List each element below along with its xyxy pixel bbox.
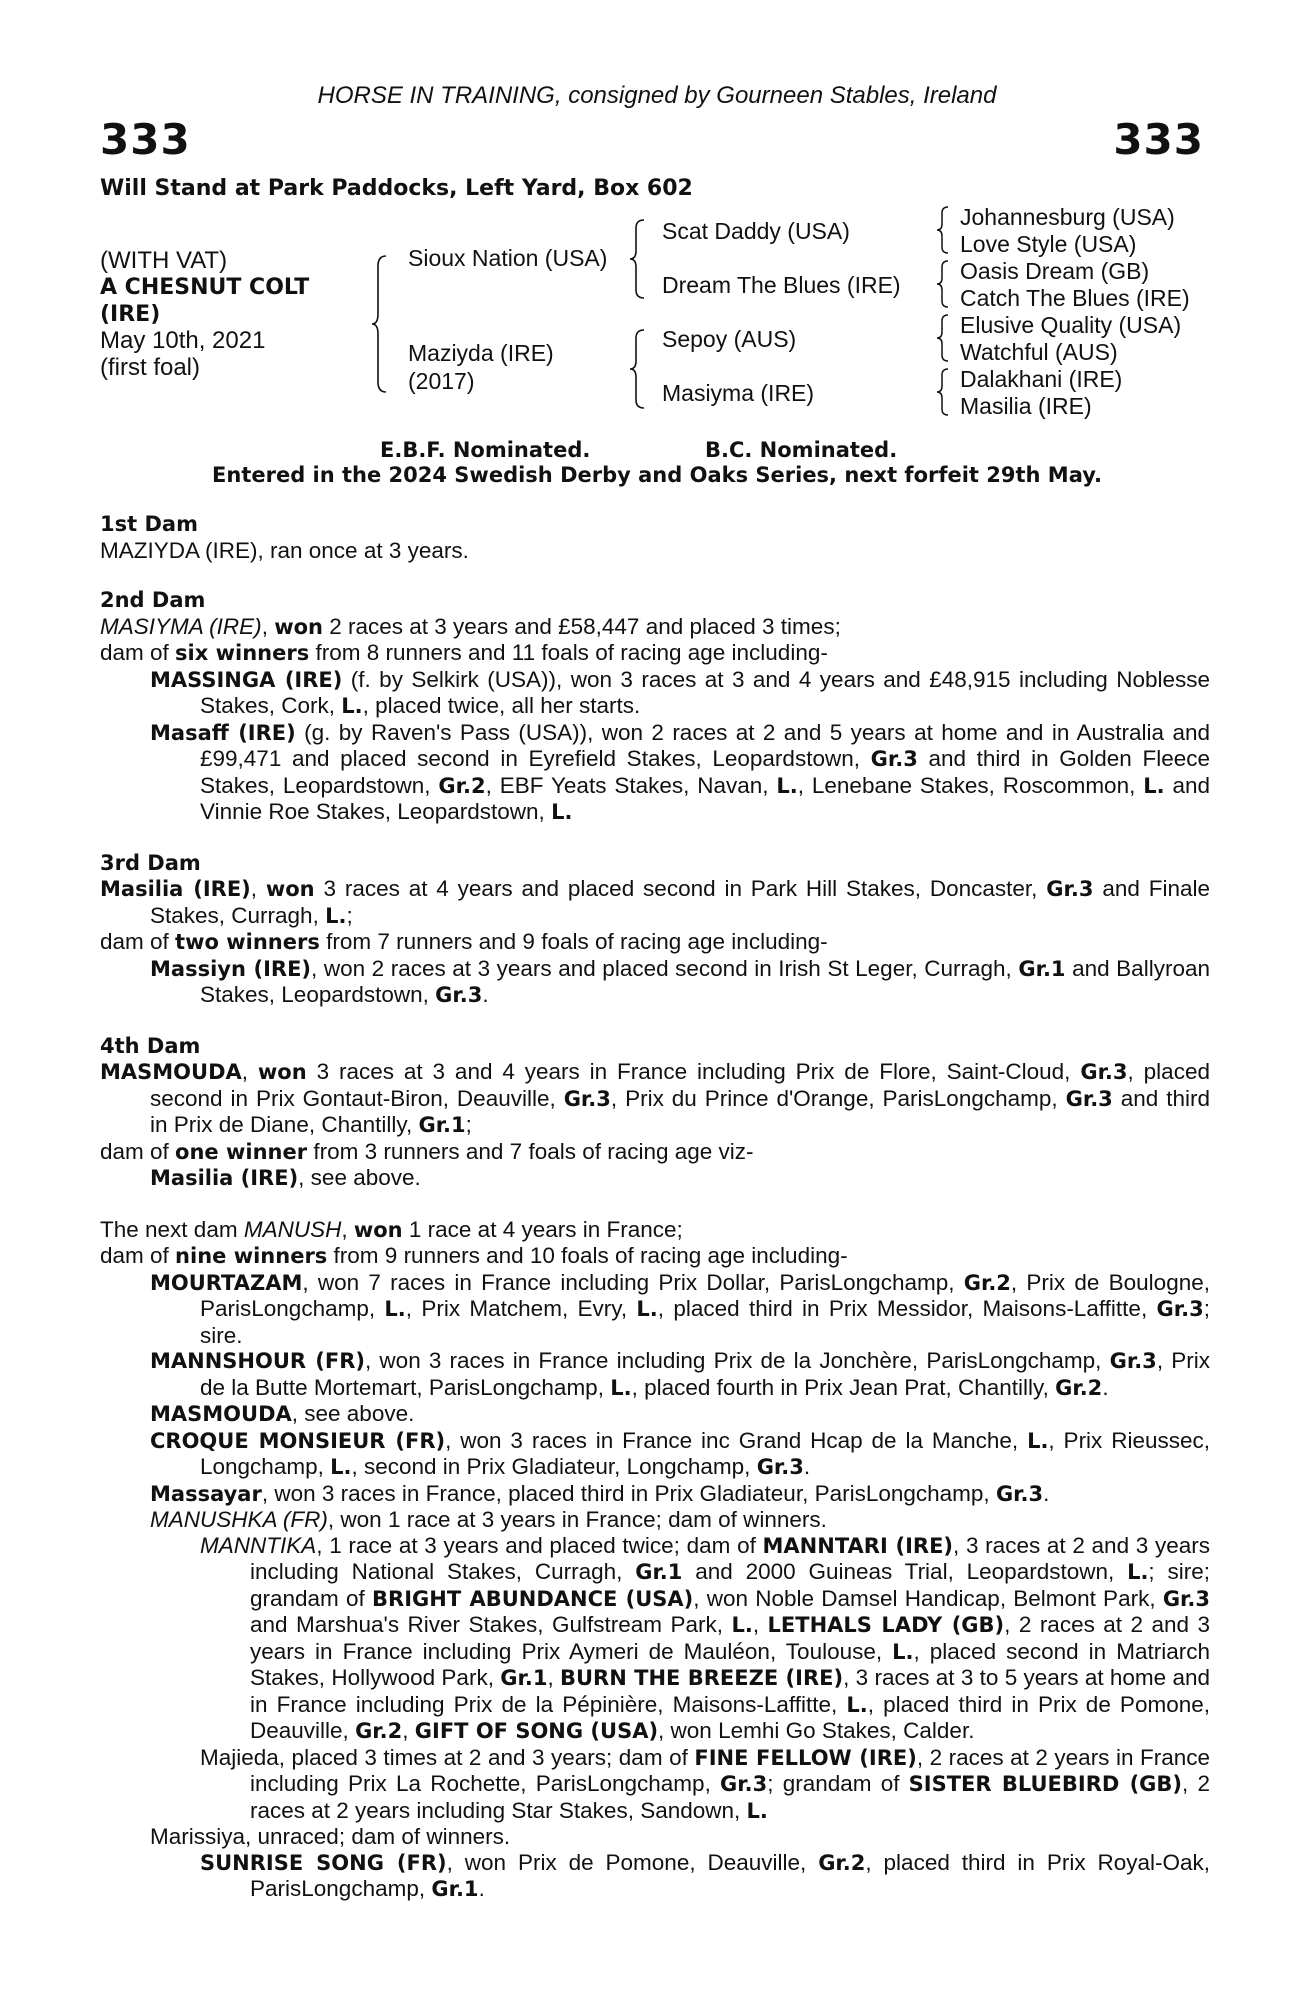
lot-number-right: 333 — [1113, 115, 1204, 164]
pedigree-brace-main — [370, 254, 390, 394]
first-dam-section — [100, 512, 1210, 563]
horse-foal-note: (first foal) — [100, 354, 201, 381]
fourth-dam-produce: dam of one winner from 3 runners and 7 foals of racing age viz- — [100, 1138, 754, 1164]
list-item: Massayar, won 3 races in France, placed third in Prix Gladiateur, ParisLongchamp, Gr.3. — [150, 1480, 1050, 1506]
list-item: Marissiya, unraced; dam of winners. — [150, 1824, 511, 1849]
third-dam-heading: 3rd Dam — [100, 850, 201, 875]
pedigree-g4: Catch The Blues (IRE) — [960, 285, 1190, 311]
bc-nominated: B.C. Nominated. — [705, 438, 898, 462]
pedigree-dam: Maziyda (IRE) — [408, 340, 554, 366]
entered-note: Entered in the 2024 Swedish Derby and Oaks Series, next forfeit 29th May. — [212, 463, 1102, 487]
list-item: CROQUE MONSIEUR (FR), won 3 races in France inc Grand Hcap de la Manche, L., Prix Rieussec, Longchamp, L., second in Prix Gladiateur, Longchamp, Gr.3. — [150, 1427, 1210, 1479]
list-item: Masaff (IRE) (g. by Raven's Pass (USA)), won 2 races at 2 and 5 years at home and in Australia and £99,471 and placed second in Eyrefield Stakes, Leopardstown, Gr.3 and third in Golden Fleece Stakes, Leopardstown, Gr.2, EBF Yeats Stakes, Navan, L., Lenebane Stakes, Roscommon, L. and Vinnie Roe Stakes, Leopardstown, L. — [150, 719, 1210, 824]
list-item: MANNSHOUR (FR), won 3 races in France including Prix de la Jonchère, ParisLongchamp, Gr.3, Prix de la Butte Mortemart, ParisLongchamp, L., placed fourth in Prix Jean Prat, Chantilly, Gr.2. — [150, 1348, 1210, 1400]
pedigree-g6: Watchful (AUS) — [960, 339, 1118, 365]
pedigree-brace-sire — [628, 218, 648, 300]
pedigree-dam-sire: Sepoy (AUS) — [662, 326, 797, 352]
pedigree-dam-dam: Masiyma (IRE) — [662, 380, 815, 406]
list-item: Masilia (IRE), see above. — [150, 1165, 421, 1190]
fourth-dam-heading: 4th Dam — [100, 1033, 201, 1058]
fourth-dam-text: MASMOUDA, won 3 races at 3 and 4 years in France including Prix de Flore, Saint-Cloud, Gr.3, placed second in Prix Gontaut-Biron, Deauville, Gr.3, Prix du Prince d'Orange, ParisLongchamp, Gr.3 and third in Prix de Diane, Chantilly, Gr.1; — [100, 1059, 1211, 1137]
pedigree-sire-dam: Dream The Blues (IRE) — [662, 272, 901, 298]
pedigree-g5: Elusive Quality (USA) — [960, 312, 1182, 338]
pedigree-g1: Johannesburg (USA) — [960, 204, 1175, 230]
horse-origin: (IRE) — [100, 302, 161, 327]
list-item: SUNRISE SONG (FR), won Prix de Pomone, Deauville, Gr.2, placed third in Prix Royal-Oak, ParisLongchamp, Gr.1. — [200, 1849, 1211, 1901]
first-dam-text: MAZIYDA (IRE), ran once at 3 years. — [100, 537, 469, 563]
ebf-nominated: E.B.F. Nominated. — [380, 438, 591, 462]
pedigree-brace-g56 — [936, 314, 950, 362]
vat-note: (WITH VAT) — [100, 247, 228, 274]
pedigree-sire: Sioux Nation (USA) — [408, 245, 608, 271]
pedigree-dam-year: (2017) — [408, 368, 475, 394]
list-item: Majieda, placed 3 times at 2 and 3 years; dam of FINE FELLOW (IRE), 2 races at 2 years in France including Prix La Rochette, ParisLongchamp, Gr.3; grandam of SISTER BLUEBIRD (GB), 2 races at 2 years including Star Stakes, Sandown, L. — [200, 1744, 1210, 1823]
pedigree-brace-g12 — [936, 206, 950, 254]
list-item: MOURTAZAM, won 7 races in France including Prix Dollar, ParisLongchamp, Gr.2, Prix de Boulogne, ParisLongchamp, L., Prix Matchem, Evry, L., placed third in Prix Messidor, Maisons-Laffitte, Gr.3; sire. — [150, 1269, 1210, 1348]
pedigree-g3: Oasis Dream (GB) — [960, 258, 1150, 284]
list-item: MASMOUDA, see above. — [150, 1401, 415, 1426]
list-item: MANNTIKA, 1 race at 3 years and placed twice; dam of MANNTARI (IRE), 3 races at 2 and 3 years including National Stakes, Curragh, Gr.1 and 2000 Guineas Trial, Leopardstown, L.; sire; grandam of BRIGHT ABUNDANCE (USA), won Noble Damsel Handicap, Belmont Park, Gr.3 and Marshua's River Stakes, Gulfstream Park, L., LETHALS LADY (GB), 2 races at 2 and 3 years in France including Prix Aymeri de Mauléon, Toulouse, L., placed second in Matriarch Stakes, Hollywood Park, Gr.1, BURN THE BREEZE (IRE), 3 races at 3 to 5 years at home and in France including Prix de la Pépinière, Maisons-Laffitte, L., placed third in Prix de Pomone, Deauville, Gr.2, GIFT OF SONG (USA), won Lemhi Go Stakes, Calder. — [200, 1532, 1211, 1743]
horse-name: A CHESNUT COLT — [100, 275, 310, 300]
horse-dob: May 10th, 2021 — [100, 327, 266, 354]
pedigree-brace-dam — [628, 328, 648, 410]
pedigree-sire-sire: Scat Daddy (USA) — [662, 218, 850, 244]
second-dam-heading: 2nd Dam — [100, 588, 206, 612]
next-dam-produce: dam of nine winners from 9 runners and 10 foals of racing age including- — [100, 1243, 848, 1268]
third-dam-produce: dam of two winners from 7 runners and 9 foals of racing age including- — [100, 929, 828, 954]
second-dam-produce: dam of six winners from 8 runners and 11 foals of racing age including- — [100, 640, 828, 665]
first-dam-heading: 1st Dam — [100, 512, 198, 536]
second-dam-text: MASIYMA (IRE), won 2 races at 3 years and £58,447 and placed 3 times; — [100, 613, 841, 639]
list-item: MANUSHKA (FR), won 1 race at 3 years in France; dam of winners. — [150, 1507, 827, 1532]
pedigree-g8: Masilia (IRE) — [960, 393, 1092, 419]
page-header: HORSE IN TRAINING, consigned by Gourneen Stables, Ireland — [317, 82, 997, 109]
list-item: MASSINGA (IRE) (f. by Selkirk (USA)), won 3 races at 3 and 4 years and £48,915 including Noblesse Stakes, Cork, L., placed twice, all her starts. — [150, 666, 1210, 718]
list-item: Massiyn (IRE), won 2 races at 3 years and placed second in Irish St Leger, Curragh, Gr.1 and Ballyroan Stakes, Leopardstown, Gr.3. — [150, 955, 1210, 1007]
second-dam-section — [100, 588, 1210, 826]
lot-number-left: 333 — [100, 115, 191, 164]
next-dam-text: The next dam MANUSH, won 1 race at 4 years in France; — [100, 1216, 683, 1242]
next-dam-section — [100, 1217, 1210, 1903]
third-dam-text: Masilia (IRE), won 3 races at 4 years and placed second in Park Hill Stakes, Doncaster, Gr.3 and Finale Stakes, Curragh, L.; — [100, 876, 1210, 928]
third-dam-section — [100, 851, 1210, 1009]
pedigree-g7: Dalakhani (IRE) — [960, 366, 1123, 392]
pedigree-brace-g34 — [936, 260, 950, 308]
pedigree-brace-g78 — [936, 368, 950, 416]
pedigree-notes — [100, 512, 1210, 1903]
fourth-dam-section — [100, 1034, 1210, 1192]
stand-location: Will Stand at Park Paddocks, Left Yard, Box 602 — [100, 176, 693, 201]
pedigree-g2: Love Style (USA) — [960, 231, 1137, 257]
